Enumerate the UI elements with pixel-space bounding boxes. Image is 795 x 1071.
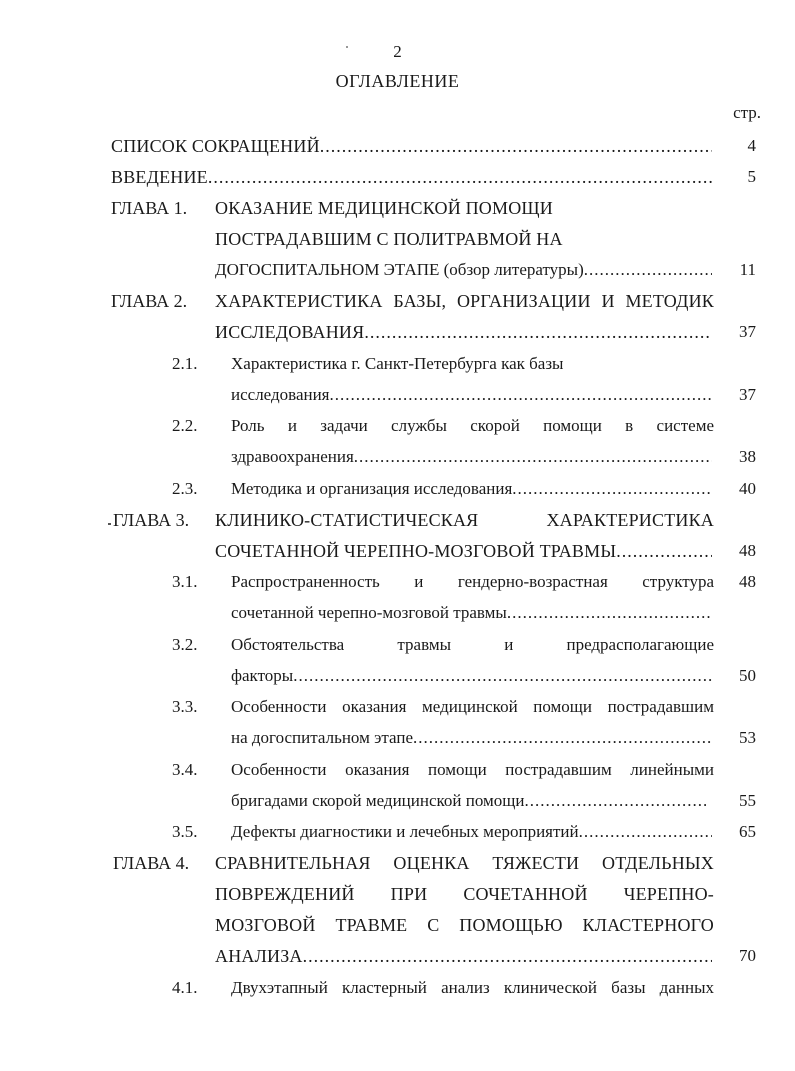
toc-entry-text: СОЧЕТАННОЙ ЧЕРЕПНО-МОЗГОВОЙ ТРАВМЫ bbox=[215, 541, 617, 561]
toc-section-3-1-line-1[interactable]: Распространенность и гендерно-возрастная структура bbox=[231, 572, 714, 591]
toc-section-3-2-line-1[interactable]: Обстоятельства травмы и предрасполагающие bbox=[231, 635, 714, 654]
toc-chapter-2-line-2[interactable] bbox=[215, 319, 712, 345]
toc-chapter-4-line-2[interactable]: ПОВРЕЖДЕНИЙ ПРИ СОЧЕТАННОЙ ЧЕРЕПНО- bbox=[215, 884, 714, 904]
leader-dots bbox=[293, 663, 712, 689]
toc-section-4-1-line-1[interactable]: Двухэтапный кластерный анализ клинической базы данных bbox=[231, 978, 714, 997]
toc-entry-text: СПИСОК СОКРАЩЕНИЙ bbox=[111, 136, 320, 156]
toc-section-2-2-line-1[interactable]: Роль и задачи службы скорой помощи в системе bbox=[231, 416, 714, 435]
toc-section-3-3-line-2[interactable] bbox=[231, 725, 712, 751]
toc-section-3-5[interactable] bbox=[231, 819, 712, 845]
toc-page-number: 37 bbox=[739, 322, 756, 341]
page-column-header: стр. bbox=[733, 103, 761, 122]
toc-entry-text: факторы bbox=[231, 666, 294, 685]
toc-page-number: 40 bbox=[739, 479, 756, 498]
section-number: 3.5. bbox=[172, 822, 198, 841]
toc-entry-text: на догоспитальном этапе bbox=[231, 728, 414, 747]
leader-dots bbox=[413, 725, 712, 751]
toc-entry-text: бригадами скорой медицинской помощи bbox=[231, 791, 525, 810]
toc-entry-text: Методика и организация исследования bbox=[231, 479, 513, 498]
chapter-label: ГЛАВА 3. bbox=[113, 510, 190, 530]
leader-dots bbox=[579, 819, 712, 845]
toc-page-number: 53 bbox=[739, 728, 756, 747]
leader-dots bbox=[524, 788, 706, 814]
toc-entry-text: здравоохранения bbox=[231, 447, 354, 466]
scan-speck bbox=[108, 523, 111, 525]
toc-page-number: 5 bbox=[747, 167, 756, 186]
section-number: 2.1. bbox=[172, 354, 198, 373]
toc-entry-text: ИССЛЕДОВАНИЯ bbox=[215, 322, 365, 342]
toc-section-3-1-line-2[interactable] bbox=[231, 600, 712, 626]
section-number: 4.1. bbox=[172, 978, 198, 997]
chapter-label: ГЛАВА 4. bbox=[113, 853, 190, 873]
toc-section-2-3[interactable] bbox=[231, 476, 712, 502]
toc-entry-text: Дефекты диагностики и лечебных мероприятий bbox=[231, 822, 579, 841]
chapter-label: ГЛАВА 1. bbox=[111, 198, 188, 218]
section-number: 2.3. bbox=[172, 479, 198, 498]
section-number: 3.3. bbox=[172, 697, 198, 716]
toc-section-2-2-line-2[interactable] bbox=[231, 444, 712, 470]
page-number: 2 bbox=[393, 42, 402, 61]
toc-section-3-2-line-2[interactable] bbox=[231, 663, 712, 689]
toc-page-number: 11 bbox=[739, 260, 756, 279]
toc-page-number: 50 bbox=[739, 666, 756, 685]
toc-page-number: 55 bbox=[739, 791, 756, 810]
toc-section-3-3-line-1[interactable]: Особенности оказания медицинской помощи пострадавшим bbox=[231, 697, 714, 716]
toc-page-number: 37 bbox=[739, 385, 756, 404]
toc-page-number: 4 bbox=[747, 136, 756, 155]
toc-section-2-1-line-2[interactable] bbox=[231, 382, 712, 408]
toc-entry-text: сочетанной черепно-мозговой травмы bbox=[231, 603, 507, 622]
toc-section-3-4-line-1[interactable]: Особенности оказания помощи пострадавшим линейными bbox=[231, 760, 714, 779]
leader-dots bbox=[330, 382, 712, 408]
section-number: 2.2. bbox=[172, 416, 198, 435]
toc-chapter-3-line-2[interactable] bbox=[215, 538, 712, 564]
chapter-label: ГЛАВА 2. bbox=[111, 291, 188, 311]
leader-dots bbox=[507, 600, 712, 626]
section-number: 3.2. bbox=[172, 635, 198, 654]
toc-chapter-4-line-3[interactable]: МОЗГОВОЙ ТРАВМЕ С ПОМОЩЬЮ КЛАСТЕРНОГО bbox=[215, 915, 714, 935]
toc-chapter-3-line-1[interactable]: КЛИНИКО-СТАТИСТИЧЕСКАЯ ХАРАКТЕРИСТИКА bbox=[215, 510, 714, 530]
toc-page-number: 38 bbox=[739, 447, 756, 466]
toc-entry-abbreviations[interactable] bbox=[111, 133, 712, 159]
toc-chapter-2-line-1[interactable]: ХАРАКТЕРИСТИКА БАЗЫ, ОРГАНИЗАЦИИ И МЕТОДИК bbox=[215, 291, 714, 311]
toc-entry-introduction[interactable] bbox=[111, 164, 712, 190]
toc-chapter-4-line-1[interactable]: СРАВНИТЕЛЬНАЯ ОЦЕНКА ТЯЖЕСТИ ОТДЕЛЬНЫХ bbox=[215, 853, 714, 873]
toc-chapter-4-line-4[interactable] bbox=[215, 943, 712, 969]
leader-dots bbox=[303, 943, 712, 969]
toc-page-number: 48 bbox=[739, 541, 756, 560]
toc-entry-text: ВВЕДЕНИЕ bbox=[111, 167, 208, 187]
toc-entry-text: исследования bbox=[231, 385, 330, 404]
toc-chapter-1-line-2[interactable]: ПОСТРАДАВШИМ С ПОЛИТРАВМОЙ НА bbox=[215, 229, 563, 249]
section-number: 3.1. bbox=[172, 572, 198, 591]
leader-dots bbox=[364, 319, 712, 345]
leader-dots bbox=[616, 538, 712, 564]
section-number: 3.4. bbox=[172, 760, 198, 779]
page-title: ОГЛАВЛЕНИЕ bbox=[335, 71, 460, 91]
leader-dots bbox=[354, 444, 712, 470]
toc-page-number: 65 bbox=[739, 822, 756, 841]
leader-dots bbox=[512, 476, 712, 502]
toc-page-number: 70 bbox=[739, 946, 756, 965]
leader-dots bbox=[320, 133, 712, 159]
toc-page-number: 48 bbox=[739, 572, 756, 591]
leader-dots bbox=[208, 164, 712, 190]
toc-section-3-4-line-2[interactable] bbox=[231, 788, 706, 814]
toc-chapter-1-line-3[interactable] bbox=[215, 257, 712, 283]
toc-section-2-1-line-1[interactable]: Характеристика г. Санкт-Петербурга как базы bbox=[231, 354, 564, 373]
toc-entry-text: ДОГОСПИТАЛЬНОМ ЭТАПЕ (обзор литературы) bbox=[215, 260, 584, 279]
toc-entry-text: АНАЛИЗА bbox=[215, 946, 303, 966]
toc-chapter-1-line-1[interactable]: ОКАЗАНИЕ МЕДИЦИНСКОЙ ПОМОЩИ bbox=[215, 198, 553, 218]
leader-dots bbox=[584, 257, 712, 283]
